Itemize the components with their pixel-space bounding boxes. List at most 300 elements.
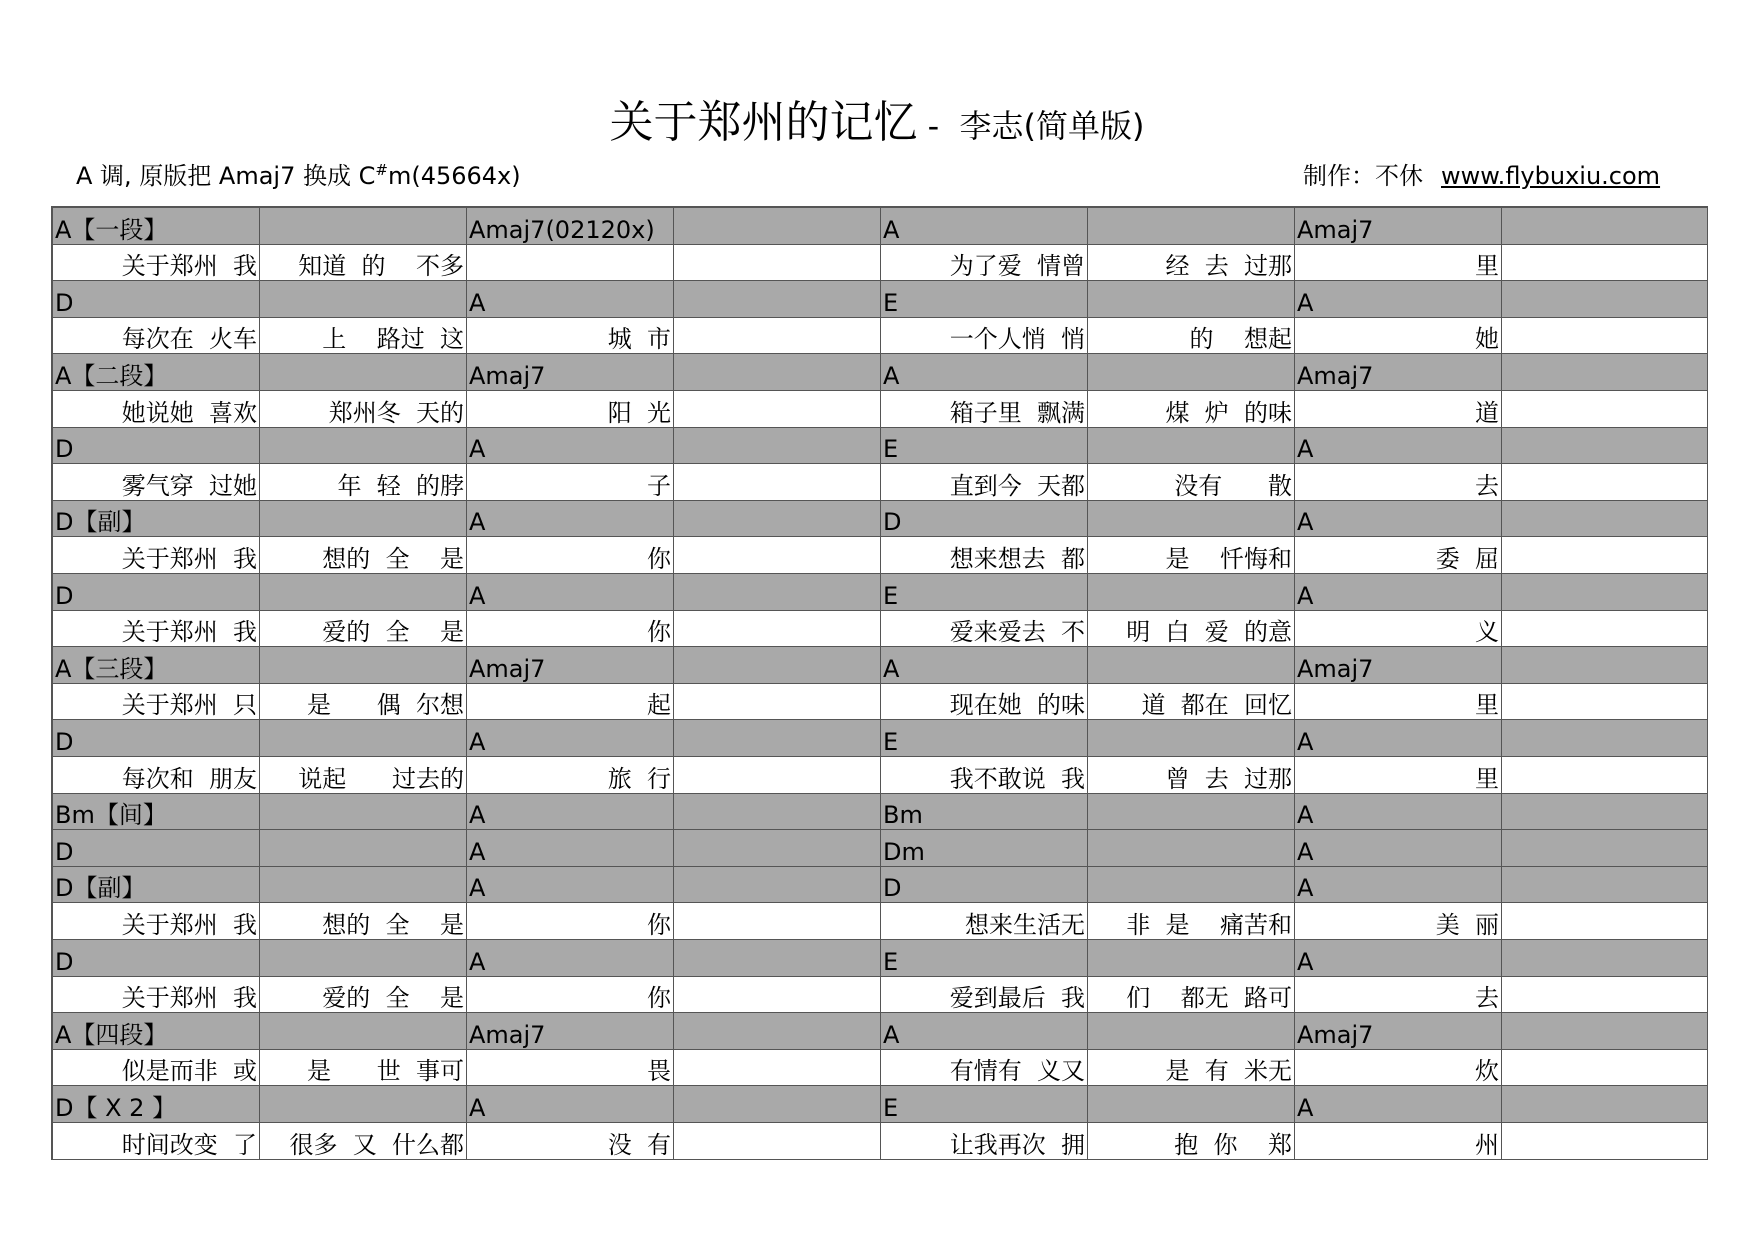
lyric-cell [674,684,881,721]
lyric-text: 煤 炉 的味 [1165,398,1292,427]
chord-text: A【二段】 [55,361,168,390]
lyric-text: 现在她 的味 [949,691,1085,720]
chord-text: D [883,874,902,903]
lyric-text: 爱来爱去 不 [949,618,1085,647]
lyric-text: 时间改变 了 [121,1130,257,1159]
lyric-text: 炊 [1459,1057,1499,1086]
chord-cell [1295,720,1502,757]
chord-cell [1295,867,1502,904]
chord-text: E [883,581,899,610]
lyric-cell [53,537,260,574]
lyric-cell [881,611,1088,648]
lyric-cell [881,391,1088,428]
lyric-cell [260,757,467,794]
chord-cell [1295,940,1502,977]
chord-cell [1502,794,1708,831]
chord-cell [674,281,881,318]
lyric-text: 想的 全 是 [322,910,464,939]
lyric-text: 很多 又 什么都 [289,1130,464,1159]
chord-cell [260,867,467,904]
lyric-text: 似是而非 或 [121,1057,257,1086]
lyric-text: 关于郑州 我 [121,910,257,939]
chord-cell [1088,720,1295,757]
lyric-cell [674,245,881,282]
chord-cell [260,281,467,318]
lyric-text: 每次和 朋友 [121,764,257,793]
chord-text: D [55,581,74,610]
lyric-cell [260,464,467,501]
lyric-cell [53,611,260,648]
chord-row [53,501,1708,538]
lyric-cell [674,1050,881,1087]
chord-cell [1295,428,1502,465]
lyric-text: 美 丽 [1435,910,1499,939]
lyric-cell [1088,1123,1295,1160]
lyric-row [53,757,1708,794]
key-suffix: m(45664x) [387,162,521,190]
lyric-cell [260,1050,467,1087]
chord-cell [53,281,260,318]
chord-cell [260,1086,467,1123]
chord-cell [674,1086,881,1123]
chord-cell [1295,647,1502,684]
chord-row [53,428,1708,465]
chord-cell [260,720,467,757]
lyric-cell [1088,245,1295,282]
lyric-text: 你 [647,544,671,573]
chord-text: Dm [883,837,925,866]
chord-cell [260,830,467,867]
lyric-cell [881,464,1088,501]
lyric-row [53,977,1708,1014]
chord-cell [1295,794,1502,831]
chord-text: A [1297,435,1314,464]
chord-cell [881,1086,1088,1123]
lyric-cell [467,464,674,501]
chord-text: D【副】 [55,508,146,537]
lyric-row [53,1050,1708,1087]
chord-cell [1502,1013,1708,1050]
lyric-text: 知道 的 不多 [298,252,464,281]
chord-cell [467,830,674,867]
chord-cell [467,647,674,684]
chord-row [53,794,1708,831]
chord-cell [674,830,881,867]
chord-cell [467,208,674,245]
lyric-text: 去 [1459,984,1499,1013]
lyric-cell [1295,318,1502,355]
chord-cell [53,501,260,538]
chord-cell [1088,281,1295,318]
chord-cell [674,1013,881,1050]
chord-row [53,208,1708,245]
lyric-text: 是 世 事可 [306,1057,464,1086]
lyric-cell [53,318,260,355]
chord-cell [1295,830,1502,867]
chord-cell [1088,501,1295,538]
lyric-cell [1295,1050,1502,1087]
lyric-text: 关于郑州 只 [121,691,257,720]
chord-text: A [469,581,486,610]
chord-cell [1295,501,1502,538]
lyric-cell [53,903,260,940]
song-subtitle: - 李志(简单版) [917,107,1145,145]
chord-row [53,1086,1708,1123]
lyric-text: 你 [647,984,671,1013]
lyric-cell [260,1123,467,1160]
chord-cell [674,867,881,904]
chord-row [53,281,1708,318]
lyric-cell [674,903,881,940]
lyric-cell [260,391,467,428]
lyric-text: 阳 光 [607,398,671,427]
chord-text: A [469,801,486,830]
lyric-row [53,537,1708,574]
chord-text: A [1297,581,1314,610]
key-info [76,156,521,191]
chord-cell [1295,281,1502,318]
chord-cell [53,940,260,977]
chord-cell [260,208,467,245]
lyric-cell [1295,464,1502,501]
chord-cell [1502,867,1708,904]
lyric-cell [260,537,467,574]
chord-cell [881,354,1088,391]
lyric-text: 爱的 全 是 [322,984,464,1013]
lyric-text: 爱到最后 我 [949,984,1085,1013]
chord-cell [881,1013,1088,1050]
lyric-cell [881,977,1088,1014]
chord-cell [674,794,881,831]
lyric-text: 的 想起 [1189,325,1292,354]
lyric-text: 们 都无 路可 [1126,984,1292,1013]
lyric-text: 关于郑州 我 [121,252,257,281]
lyric-cell [1295,391,1502,428]
lyric-text: 她说她 喜欢 [121,398,257,427]
chord-text: D [55,435,74,464]
chord-cell [1502,574,1708,611]
chord-cell [1502,208,1708,245]
lyric-text: 抱 你 郑 [1174,1130,1292,1159]
lyric-text: 为了爱 情曾 [949,252,1085,281]
chord-cell [881,940,1088,977]
lyric-cell [1088,1050,1295,1087]
lyric-cell [881,1123,1088,1160]
chord-cell [881,428,1088,465]
lyric-cell [1502,464,1708,501]
chord-cell [674,354,881,391]
lyric-cell [260,977,467,1014]
chord-cell [53,720,260,757]
lyric-text: 曾 去 过那 [1165,764,1292,793]
lyric-cell [1295,537,1502,574]
chord-cell [260,940,467,977]
lyric-cell [674,977,881,1014]
lyric-cell [674,757,881,794]
lyric-cell [1088,537,1295,574]
lyric-text: 她 [1475,325,1499,354]
chord-cell [1502,501,1708,538]
chord-text: A【一段】 [55,215,168,244]
chord-text: A [469,727,486,756]
lyric-cell [467,537,674,574]
lyric-cell [467,684,674,721]
chord-text: A [1297,1093,1314,1122]
chord-cell [260,428,467,465]
lyric-row [53,391,1708,428]
lyric-cell [1088,464,1295,501]
lyric-cell [674,611,881,648]
lyric-text: 想的 全 是 [322,544,464,573]
chord-cell [53,428,260,465]
lyric-text: 州 [1475,1130,1499,1159]
lyric-row [53,611,1708,648]
lyric-cell [881,537,1088,574]
lyric-text: 关于郑州 我 [121,544,257,573]
chord-cell [1502,830,1708,867]
lyric-cell [53,977,260,1014]
lyric-cell [467,611,674,648]
key-prefix: A 调, 原版把 Amaj7 换成 C [76,162,376,190]
lyric-row [53,318,1708,355]
chord-text: A [1297,801,1314,830]
chord-cell [467,354,674,391]
lyric-cell [1088,977,1295,1014]
chord-text: A [469,837,486,866]
chord-cell [674,208,881,245]
lyric-cell [1502,611,1708,648]
lyric-text: 城 市 [607,325,671,354]
lyric-text: 子 [631,471,671,500]
lyric-cell [53,684,260,721]
lyric-cell [881,684,1088,721]
chord-cell [1502,940,1708,977]
chord-text: Amaj7 [1297,654,1374,683]
lyric-cell [260,611,467,648]
chord-cell [1295,574,1502,611]
lyric-text: 委 屈 [1435,544,1499,573]
lyric-text: 非 是 痛苦和 [1126,910,1292,939]
chord-cell [53,208,260,245]
chord-cell [1502,647,1708,684]
chord-row [53,867,1708,904]
lyric-cell [1502,1050,1708,1087]
chord-text: A [1297,288,1314,317]
lyric-cell [260,903,467,940]
lyric-text: 关于郑州 我 [121,984,257,1013]
lyric-text: 上 路过 这 [322,325,464,354]
chord-cell [467,940,674,977]
lyric-text: 是 有 米无 [1165,1057,1292,1086]
chord-cell [1088,354,1295,391]
chord-sheet-table [51,206,1708,1160]
song-title: 关于郑州的记忆 [609,97,918,148]
chord-cell [674,501,881,538]
lyric-text: 每次在 火车 [121,325,257,354]
chord-text: A [469,435,486,464]
chord-cell [467,867,674,904]
lyric-cell [1295,1123,1502,1160]
lyric-cell [1502,318,1708,355]
chord-text: D [55,947,74,976]
chord-cell [1295,208,1502,245]
chord-text: Amaj7 [1297,361,1374,390]
lyric-text: 畏 [631,1057,671,1086]
chord-text: D [55,288,74,317]
lyric-cell [1502,684,1708,721]
lyric-cell [1502,977,1708,1014]
lyric-cell [467,1050,674,1087]
lyric-cell [1502,537,1708,574]
lyric-cell [674,318,881,355]
chord-text: A [883,361,900,390]
chord-text: A [883,215,900,244]
lyric-cell [467,757,674,794]
chord-text: A【四段】 [55,1020,168,1049]
lyric-cell [260,245,467,282]
lyric-cell [1295,245,1502,282]
lyric-cell [467,245,674,282]
chord-cell [467,794,674,831]
lyric-cell [53,245,260,282]
lyric-text: 我不敢说 我 [949,764,1085,793]
chord-cell [467,720,674,757]
chord-text: A [469,874,486,903]
lyric-cell [881,318,1088,355]
chord-cell [467,428,674,465]
chord-text: E [883,1093,899,1122]
chord-cell [881,574,1088,611]
lyric-text: 没 有 [607,1130,671,1159]
lyric-cell [881,245,1088,282]
chord-cell [467,1013,674,1050]
chord-cell [1088,867,1295,904]
lyric-cell [467,903,674,940]
chord-text: A [469,288,486,317]
lyric-cell [467,391,674,428]
website-link[interactable]: www.flybuxiu.com [1441,162,1661,190]
chord-cell [467,501,674,538]
chord-row [53,354,1708,391]
lyric-cell [674,1123,881,1160]
chord-text: A [1297,508,1314,537]
lyric-text: 雾气穿 过她 [121,471,257,500]
key-sharp: # [375,161,388,179]
lyric-row [53,903,1708,940]
chord-cell [53,1013,260,1050]
chord-text: D [55,727,74,756]
lyric-cell [1088,684,1295,721]
lyric-cell [674,391,881,428]
lyric-text: 没有 散 [1174,471,1292,500]
chord-text: Bm【间】 [55,801,167,830]
chord-row [53,720,1708,757]
lyric-text: 箱子里 飘满 [949,398,1085,427]
chord-text: Amaj7(02120x) [469,215,655,244]
lyric-text: 郑州冬 天的 [328,398,464,427]
chord-row [53,940,1708,977]
lyric-text: 想来想去 都 [949,544,1085,573]
lyric-cell [1295,757,1502,794]
lyric-cell [1088,903,1295,940]
lyric-text: 里 [1459,691,1499,720]
lyric-cell [1088,318,1295,355]
chord-text: A [1297,837,1314,866]
chord-cell [1088,428,1295,465]
lyric-row [53,464,1708,501]
lyric-cell [1088,757,1295,794]
chord-cell [53,574,260,611]
chord-cell [881,830,1088,867]
chord-cell [1088,1086,1295,1123]
chord-cell [1502,281,1708,318]
chord-text: Amaj7 [469,1020,546,1049]
chord-cell [1295,1013,1502,1050]
chord-text: D [55,837,74,866]
lyric-text: 明 白 爱 的意 [1126,618,1292,647]
lyric-row [53,245,1708,282]
chord-text: D【 X 2 】 [55,1093,177,1122]
chord-cell [1088,830,1295,867]
chord-cell [1295,1086,1502,1123]
lyric-cell [1295,903,1502,940]
chord-cell [881,501,1088,538]
chord-cell [881,794,1088,831]
chord-cell [881,867,1088,904]
chord-text: E [883,288,899,317]
lyric-cell [53,757,260,794]
lyric-cell [1502,903,1708,940]
lyric-row [53,684,1708,721]
chord-cell [260,574,467,611]
lyric-text: 旅 行 [607,764,671,793]
chord-cell [881,647,1088,684]
chord-cell [467,574,674,611]
chord-text: A [469,508,486,537]
lyric-cell [1502,757,1708,794]
chord-text: E [883,727,899,756]
credits [1303,156,1660,191]
lyric-text: 里 [1459,764,1499,793]
lyric-text: 爱的 全 是 [322,618,464,647]
lyric-cell [881,757,1088,794]
lyric-text: 道 [1459,398,1499,427]
chord-text: A [883,1020,900,1049]
lyric-cell [1088,611,1295,648]
lyric-cell [467,977,674,1014]
chord-cell [53,1086,260,1123]
lyric-cell [1502,1123,1708,1160]
lyric-cell [53,391,260,428]
chord-text: A [469,947,486,976]
chord-row [53,574,1708,611]
chord-cell [1502,428,1708,465]
chord-row [53,830,1708,867]
lyric-cell [1295,977,1502,1014]
lyric-row [53,1123,1708,1160]
lyric-text: 起 [631,691,671,720]
chord-cell [1088,208,1295,245]
chord-cell [1088,647,1295,684]
chord-cell [260,794,467,831]
chord-cell [53,647,260,684]
chord-cell [467,281,674,318]
chord-text: Amaj7 [1297,215,1374,244]
chord-row [53,1013,1708,1050]
chord-text: Bm [883,801,923,830]
chord-cell [1088,574,1295,611]
chord-cell [260,354,467,391]
